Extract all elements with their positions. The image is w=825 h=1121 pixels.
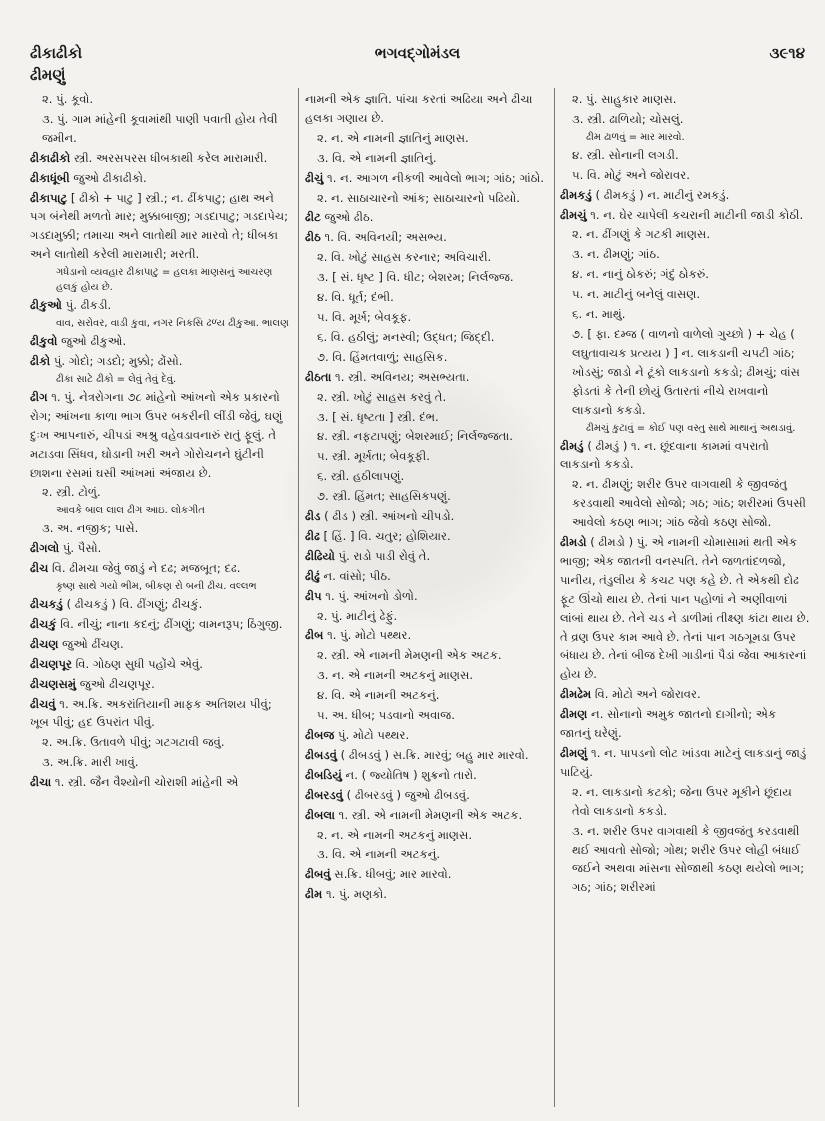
entry-definition: ( ઢીમકડું ) ન. માટીનું રમકડું. — [591, 187, 730, 202]
dictionary-entry — [305, 388, 550, 407]
page-header — [30, 44, 805, 66]
entry-definition: ૧. અ.ક્રિ. અકરાંતિયાની માફક અતિશય પીવું; ખૂબ પીવું; હદ ઉપરાંત પીવું. — [30, 696, 272, 730]
dictionary-entry — [30, 90, 292, 109]
dictionary-entry — [560, 685, 810, 704]
dictionary-entry — [305, 467, 550, 486]
entry-definition: ઢીમચું કુટાવું = કોઈ પણ વસ્તુ સાથે માથાનું અથડાવું. — [586, 422, 796, 434]
entry-definition: પું. પૈસો. — [59, 541, 102, 556]
entry-definition: ૧. સ્ત્રી. અવિનય; અસભ્યતા. — [331, 369, 470, 384]
entry-definition: ૩. ન. એ નામની અટકનું માણસ. — [317, 668, 474, 683]
header-last-guide-word: ઢીમણું — [30, 66, 66, 84]
dictionary-entry — [30, 149, 292, 168]
entry-definition: ૪. ન. નાનું ઠોકરું; ગંદું ઠોકરું. — [572, 267, 709, 282]
dictionary-entry — [30, 352, 292, 371]
dictionary-entry — [30, 110, 292, 148]
dictionary-entry — [305, 686, 550, 705]
dictionary-entry — [305, 786, 550, 805]
entry-definition: [ ઢીકો + પાટુ ] સ્ત્રી.; ન. ઢીંકપાટુ; હાથ અને પગ બંનેથી મળતો માર; મુક્કાબાજી; ગડદાપાટુ; ગડદાપેચ; ગડદામુક્કી; તમાચા અને લાતોથી માર મારવો તે; ધીબકા અને લાતોથી કરેલી મારામારી; મરતી. — [30, 190, 289, 262]
dictionary-entry — [305, 408, 550, 427]
header-book-title: ભગવદ્ગોમંડલ — [374, 44, 461, 62]
entry-definition: ૨. પું. કૂવો. — [42, 92, 94, 106]
entry-definition: ન. વાંસો; પીઠ. — [319, 568, 391, 583]
dictionary-entry — [30, 265, 292, 295]
entry-definition: જુઓ ઢીકુઓ. — [57, 334, 127, 349]
entry-definition: ૪. વિ. એ નામની અટકનું. — [317, 688, 440, 703]
dictionary-entry — [560, 822, 810, 898]
column-2 — [305, 90, 550, 1111]
dictionary-entry — [560, 437, 810, 475]
entry-headword: ઢીઢ — [305, 528, 320, 543]
dictionary-entry — [560, 533, 810, 684]
entry-headword: ઢીમડો — [560, 535, 587, 550]
entry-definition: ૨. અ.ક્રિ. ઉતાવળે પીવું; ગટગટાવી જવું. — [42, 735, 225, 750]
entry-definition: ૩. [ સં. ધૃષ્ટતા ] સ્ત્રી. દંભ. — [317, 409, 439, 424]
dictionary-entry — [305, 268, 550, 287]
entry-definition: પું. ઢીકડી. — [62, 298, 112, 313]
entry-definition: ૧. ન. ઘેર ચાપેલી કચરાની માટીની જાડી કોઠી. — [586, 207, 804, 222]
dictionary-entry — [305, 646, 550, 665]
dictionary-entry — [305, 826, 550, 845]
dictionary-entry — [305, 149, 550, 168]
entry-definition: ૩. અ. નજીક; પાસે. — [42, 521, 139, 536]
dictionary-entry — [560, 225, 810, 244]
dictionary-entry — [305, 427, 550, 446]
entry-headword: ઢીટ — [305, 210, 321, 225]
entry-headword: ઢીમણ — [560, 707, 588, 722]
dictionary-entry — [30, 388, 292, 483]
entry-definition: સ્ત્રી. અરસપરસ ધીબકાથી કરેલ મારામારી. — [70, 150, 268, 165]
dictionary-entry — [305, 567, 550, 586]
entry-definition: ૨. વિ. ખોટું સાહસ કરનાર; અવિચારી. — [317, 250, 492, 265]
entry-definition: ( ઢીડ ) સ્ત્રી. આંખનો ચીપડો. — [320, 509, 455, 524]
dictionary-entry — [560, 305, 810, 324]
entry-definition: ૫. વિ. મૂર્ખ; બેવકૂફ. — [317, 309, 412, 324]
entry-definition: ૨. ન. લાકડાનો કટકો; જેના ઉપર મૂકીને છૂંદાય તેવો લાકડાનો કકડો. — [572, 784, 792, 818]
dictionary-entry — [305, 487, 550, 506]
entry-definition: આવકે બાલ લાલ ઢીગ આઇ. લોકગીત — [56, 505, 205, 517]
dictionary-entry — [560, 475, 810, 532]
dictionary-entry — [30, 733, 292, 752]
entry-headword: ઢીકો — [30, 353, 51, 368]
entry-definition: ૬. વિ. હઠીલું; મનસ્વી; ઉદ્ધત; જિદ્દી. — [317, 329, 495, 344]
dictionary-entry — [560, 783, 810, 821]
dictionary-entry — [560, 325, 810, 420]
entry-headword: ઢીકુવો — [30, 334, 58, 349]
entry-definition: ૧. સ્ત્રી. એ નામની મેમણની એક અટક. — [335, 807, 523, 822]
dictionary-entry — [305, 129, 550, 148]
entry-definition: ૧. પું. મણકો. — [322, 887, 387, 902]
entry-definition: વિ. મોટો અને જોરાવર. — [591, 687, 701, 702]
header-page-number: ૩૯૧૪ — [769, 44, 805, 62]
dictionary-entry — [560, 130, 810, 145]
dictionary-entry — [305, 666, 550, 685]
entry-definition: ૩. [ સં. ધૃષ્ટ ] વિ. ધીટ; બેશરમ; નિર્લજ્જ. — [317, 270, 514, 285]
dictionary-entry — [305, 845, 550, 864]
dictionary-entry — [305, 328, 550, 347]
dictionary-entry — [305, 527, 550, 546]
dictionary-entry — [305, 507, 550, 526]
entry-definition: ૩. અ.ક્રિ. મારી ખાવું. — [42, 755, 139, 770]
dictionary-entry — [560, 110, 810, 129]
entry-headword: ઢીમકડું — [560, 187, 592, 202]
column-3 — [560, 90, 810, 1111]
dictionary-entry — [305, 726, 550, 745]
dictionary-entry — [305, 885, 550, 904]
dictionary-entry — [305, 189, 550, 208]
entry-headword: ઢીબલા — [305, 807, 335, 822]
dictionary-entry — [30, 773, 292, 792]
entry-definition: ૨. સ્ત્રી. ટોળું. — [42, 485, 101, 500]
entry-headword: ઢીડ — [305, 509, 321, 524]
entry-definition: ૩. વિ. એ નામની જ્ઞાતિનું. — [317, 150, 437, 165]
dictionary-entry — [305, 746, 550, 765]
entry-definition: ૫. અ. ધીબ; પડવાનો અવાજ. — [317, 708, 455, 723]
entry-definition: ૧. સ્ત્રી. જૈન વૈશ્યોની ચોરાશી માંહેની એ — [51, 775, 239, 790]
dictionary-entry — [30, 296, 292, 315]
entry-definition: ( ઢીબડવું ) સ.ક્રિ. મારવું; બહુ માર મારવો. — [336, 747, 529, 762]
entry-headword: ઢીચણપૂર — [30, 656, 72, 671]
entry-definition: વિ. નીચું; નાના કદનું; ઢીંગણું; વામનરૂપ; ઠિંગુજી. — [56, 616, 283, 631]
entry-definition: ( ઢીમડું ) ૧. ન. છૂંદવાના કામમાં વપરાતો લાકડાનો કકડો. — [560, 438, 769, 472]
dictionary-entry — [305, 865, 550, 884]
entry-definition: ૩. વિ. એ નામની અટકનું. — [317, 847, 441, 862]
entry-headword: ઢીકાઢીકો — [30, 150, 71, 165]
dictionary-entry — [30, 559, 292, 578]
entry-headword: ઢીચું — [305, 170, 324, 185]
entry-definition: ૨. ન. એ નામની જ્ઞાતિનું માણસ. — [317, 130, 469, 145]
dictionary-entry — [305, 288, 550, 307]
entry-definition: કૃષ્ણ સાથે ગયો ભીમ, બીકણ રો બની ઢીચ. વલ્લભ — [56, 581, 257, 593]
entry-definition: પું. ગોદો; ગડદો; મુક્કો; ઢોંસો. — [50, 353, 183, 368]
entry-definition: ૨. ન. ઢીમણું; શરીર ઉપર વાગવાથી કે જીવજંતુ કરડવાથી આવેલો સોજો; ગઠ; ગાંઠ; શરીરમાં ઉપસી આવેલો કઠણ ભાગ; ગાંઠ જેવો કઠણ સોજો. — [572, 477, 806, 530]
entry-definition: ૭. [ ફા. દમ્જ ( વાળનો વાળેલો ગુચ્છો ) + ચેહ ( લઘુતાવાચક પ્રત્યય ) ] ન. લાકડાની ચપટી ગાંઠ; ખોડસું; જાડો ને ટૂંકો લાકડાનો કકડો; ઢીમચું; વાંસ ફોડતાં કે તેની છોયું ઉતારતાં નીચે રાખવાનો લાકડાનો કકડો. — [572, 326, 800, 417]
dictionary-entry — [30, 675, 292, 694]
dictionary-entry — [560, 166, 810, 185]
dictionary-entry — [305, 706, 550, 725]
entry-definition: [ હિં. ] વિ. ચતુર; હોશિયાર. — [319, 528, 451, 543]
entry-definition: ૧. પું. નેત્રરોગના ૭૮ માંહેનો આંખનો એક પ્રકારનો રોગ; આંખના કાળા ભાગ ઉપર બકરીની લીંડી જેવું, ઘણું દુઃખ આપનારું, ચીપડાં અશ્રુ વહેવડાવનારું રાતું ફૂલું. તે મટાડવા સિંધવ, ઘોડાની ખરી અને ગોરોચનને ઘુંટીની છાશના રસમાં ઘસી આંખમાં અંજાય છે. — [30, 389, 283, 480]
dictionary-entry — [30, 695, 292, 733]
entry-definition: ગધેડાનો વ્યવહાર ઢીકાપાટુ = હલકા માણસનું આચરણ હલકું હોય છે. — [56, 267, 273, 294]
entry-definition: પું. રાડો પાડી રોવું તે. — [334, 548, 431, 563]
dictionary-entry — [560, 206, 810, 225]
dictionary-entry — [560, 265, 810, 284]
entry-headword: ઢીમ — [305, 887, 323, 902]
entry-headword: ઢીકાધૂંબી — [30, 170, 70, 185]
dictionary-entry — [560, 421, 810, 436]
entry-definition: ૨. ન. એ નામની અટકનું માણસ. — [317, 827, 473, 842]
entry-definition: ૨. પું. સાહુકાર માણસ. — [572, 92, 677, 106]
entry-headword: ઢીબજ — [305, 728, 335, 742]
header-first-guide-word: ઢીકાઢીકો — [30, 44, 83, 62]
entry-definition: ૩. ન. ઢીમણું; ગાંઠ. — [572, 247, 660, 262]
entry-definition: ( ઢીચકડું ) વિ. ઢીંગણું; ઢીચકું. — [62, 597, 203, 612]
entry-definition: ઢીમ ઢાળવું = માર મારવો. — [586, 131, 685, 143]
column-divider — [554, 88, 555, 1107]
dictionary-entry — [305, 348, 550, 367]
entry-definition: વિ. ગોઠણ સુધી પહોંચે એવું. — [71, 656, 203, 671]
entry-definition: ઢીકા સાટે ઢીકો = લેવું તેવું દેવું. — [56, 373, 177, 385]
entry-headword: ઢીચકડું — [30, 597, 63, 612]
entry-headword: ઢીઢું — [305, 568, 320, 583]
entry-definition: પું. મોટો પથ્થર. — [334, 728, 410, 742]
entry-headword: ઢીકાપાટુ — [30, 190, 68, 205]
dictionary-entry — [305, 806, 550, 825]
dictionary-entry — [30, 189, 292, 265]
entry-definition: ૧. ન. આગળ નીકળી આવેલો ભાગ; ગાંઠ; ગાંઠો. — [323, 170, 544, 185]
entry-headword: ઢીમણું — [560, 746, 588, 760]
dictionary-entry — [30, 595, 292, 614]
entry-definition: ૨. પું. માટીનું ઢેફું. — [317, 608, 398, 623]
entry-definition: ( ઢીમડો ) પું. એ નામની ચોમાસામાં થતી એક ભાજી; એક જાતની વનસ્પતિ. તેને જળતાંદળજો, પાનીય, તંડુલીય કે કચટ પણ કહે છે. તે એકથી દોઢ ફૂટ ઊંચો થાય છે. તેનાં પાન પહોળાં ને અણીવાળાં લાંબાં થાય છે. તેને ચડ ને ડાળીમાં તીક્ષ્ણ કાંટા થાય છે. તે વ્રણ ઉપર કામ આવે છે. તેનાં પાન ગઠગૂમડા ઉપર બંધાય છે. તેનાં બીજ દેખી ગાડીનાં પૈડાં જેવા આકારનાં હોય છે. — [560, 535, 810, 682]
dictionary-entry — [305, 447, 550, 466]
entry-definition: વિ. ઢીમચા જેવું જાડું ને દઢ; મજબૂત; દઢ. — [48, 561, 241, 576]
entry-definition: નામની એક જ્ઞાતિ. પાંચા કરતાં અઢિયા અને ઢીચા હલકા ગણાય છે. — [305, 92, 533, 125]
entry-definition: ( ઢીબરડવું ) જુઓ ઢીબડવું. — [342, 787, 470, 802]
dictionary-entry — [560, 744, 810, 782]
entry-definition: જુઓ ઢીંચણ. — [58, 636, 124, 651]
dictionary-entry — [30, 316, 292, 331]
dictionary-entry — [30, 483, 292, 502]
entry-headword: ઢીચ — [30, 561, 49, 576]
entry-definition: ૩. પું. ગામ માંહેની કૂવામાંથી પાણી પવાતી હોય તેવી જમીન. — [42, 111, 278, 145]
dictionary-entry — [30, 655, 292, 674]
entry-definition: ૨. સ્ત્રી. એ નામની મેમણની એક અટક. — [317, 648, 502, 663]
entry-headword: ઢીમઢેમ — [560, 687, 592, 702]
dictionary-entry — [305, 308, 550, 327]
entry-headword: ઢીમડું — [560, 438, 584, 453]
entry-headword: ઢીચા — [30, 775, 52, 790]
dictionary-entry — [305, 368, 550, 387]
dictionary-entry — [305, 169, 550, 188]
dictionary-entry — [305, 587, 550, 606]
entry-definition: ૧. પું. મોટો પથ્થર. — [323, 628, 412, 643]
entry-definition: ન. સોનાનો અમુક જાતનો દાગીનો; એક જાતનું ઘરેણું. — [560, 707, 777, 741]
column-1 — [30, 90, 292, 1111]
dictionary-entry — [30, 615, 292, 634]
dictionary-entry — [30, 635, 292, 654]
entry-definition: ૭. વિ. હિંમતવાળું; સાહસિક. — [317, 349, 448, 364]
entry-definition: ૨. ન. સાઠાચારનો આંક; સાઠાચારનો પઢિયો. — [317, 190, 520, 205]
entry-definition: ૨. સ્ત્રી. ખોટું સાહસ કરવું તે. — [317, 389, 447, 404]
entry-definition: જુઓ ઢીઠ. — [320, 210, 374, 225]
dictionary-entry — [30, 169, 292, 188]
entry-headword: ઢીગલો — [30, 541, 60, 556]
entry-definition: ૪. સ્ત્રી. સોનાની લગડી. — [572, 147, 679, 162]
entry-headword: ઢીબડિયું — [305, 767, 342, 782]
entry-definition: વાવ, સરોવર, વાડી કુવા, નગર નિકસિ ઢળ્ય ઢીકુઆ. ભાલણ — [56, 318, 289, 330]
entry-definition: ૨. ન. ઢીંગણું કે ગટકી માણસ. — [572, 227, 711, 242]
entry-headword: ઢીચકું — [30, 616, 57, 631]
dictionary-entry — [30, 519, 292, 538]
dictionary-entry — [305, 607, 550, 626]
entry-definition: જુઓ ઢીચણપૂર. — [76, 676, 155, 691]
dictionary-entry — [560, 705, 810, 743]
entry-definition: ૬. ન. માથું. — [572, 307, 626, 322]
entry-headword: ઢીપ — [305, 588, 322, 603]
dictionary-entry — [30, 753, 292, 772]
entry-headword: ઢીમચું — [560, 207, 587, 222]
entry-definition: ૬. સ્ત્રી. હઠીલાપણું. — [317, 469, 405, 484]
entry-definition: ૪. સ્ત્રી. નફટાપણું; બેશરમાઈ; નિર્લજ્જતા. — [317, 429, 513, 444]
entry-definition: ૫. સ્ત્રી. મૂર્ખતા; બેવકૂફી. — [317, 449, 430, 464]
entry-definition: ૭. સ્ત્રી. હિંમત; સાહસિકપણું. — [317, 489, 451, 504]
entry-headword: ઢીગ — [30, 389, 48, 404]
dictionary-entry — [30, 539, 292, 558]
dictionary-entry — [560, 285, 810, 304]
entry-definition: ૫. વિ. મોટું અને જોરાવર. — [572, 167, 690, 182]
column-divider — [298, 88, 299, 1107]
entry-definition: સ.ક્રિ. ધીબવું; માર મારવો. — [330, 867, 452, 882]
entry-headword: ઢીચણ — [30, 636, 59, 651]
entry-headword: ઢીચણસમું — [30, 676, 77, 691]
entry-definition: ૩. ન. શરીર ઉપર વાગવાથી કે જીવજંતુ કરડવાથી થઈ આવતો સોજો; ગોથ; શરીર ઉપર લોહી બંધાઈ જઈને અથવા માંસના સોજાથી કઠણ થયેલો ભાગ; ગઠ; ગાંઠ; શરીરમાં — [572, 823, 805, 895]
entry-definition: ૧. પું. આંખનો ડોળો. — [321, 588, 418, 603]
dictionary-entry — [30, 332, 292, 351]
entry-definition: ૪. વિ. ધૂર્ત; દંભી. — [317, 290, 394, 305]
dictionary-entry — [305, 90, 550, 128]
dictionary-entry — [560, 146, 810, 165]
entry-headword: ઢીઠતા — [305, 369, 332, 384]
entry-definition: ૧. ન. પાપડનો લોટ ખાંડવા માટેનું લાકડાનું જાડું પાટિયું. — [560, 746, 807, 779]
dictionary-entry — [305, 547, 550, 566]
entry-headword: ઢીઢિયો — [305, 548, 335, 563]
dictionary-entry — [305, 766, 550, 785]
dictionary-entry — [30, 579, 292, 594]
entry-headword: ઢીચવું — [30, 696, 56, 711]
entry-definition: ૫. ન. માટીનું બનેલું વાસણ. — [572, 287, 701, 302]
dictionary-entry — [305, 228, 550, 247]
entry-headword: ઢીબડવું — [305, 747, 337, 762]
dictionary-entry — [305, 208, 550, 227]
dictionary-entry — [560, 90, 810, 109]
dictionary-entry — [560, 245, 810, 264]
entry-headword: ઢીબરડવું — [305, 787, 343, 802]
entry-headword: ઢીબવું — [305, 867, 331, 882]
dictionary-entry — [560, 186, 810, 205]
entry-headword: ઢીઠ — [305, 230, 321, 245]
entry-definition: જુઓ ઢીકાઢીકો. — [69, 170, 147, 185]
entry-headword: ઢીબ — [305, 628, 324, 643]
dictionary-entry — [30, 372, 292, 387]
entry-definition: ૩. સ્ત્રી. ઢાળિયો; ચોસલું. — [572, 111, 684, 126]
dictionary-entry — [305, 626, 550, 645]
dictionary-entry — [30, 503, 292, 518]
dictionary-entry — [305, 248, 550, 267]
entry-definition: ૧. વિ. અવિનયી; અસભ્ય. — [320, 230, 447, 245]
entry-definition: ન. ( જ્યોતિષ ) શુક્રનો તારો. — [341, 767, 477, 782]
entry-headword: ઢીકુઓ — [30, 298, 63, 313]
